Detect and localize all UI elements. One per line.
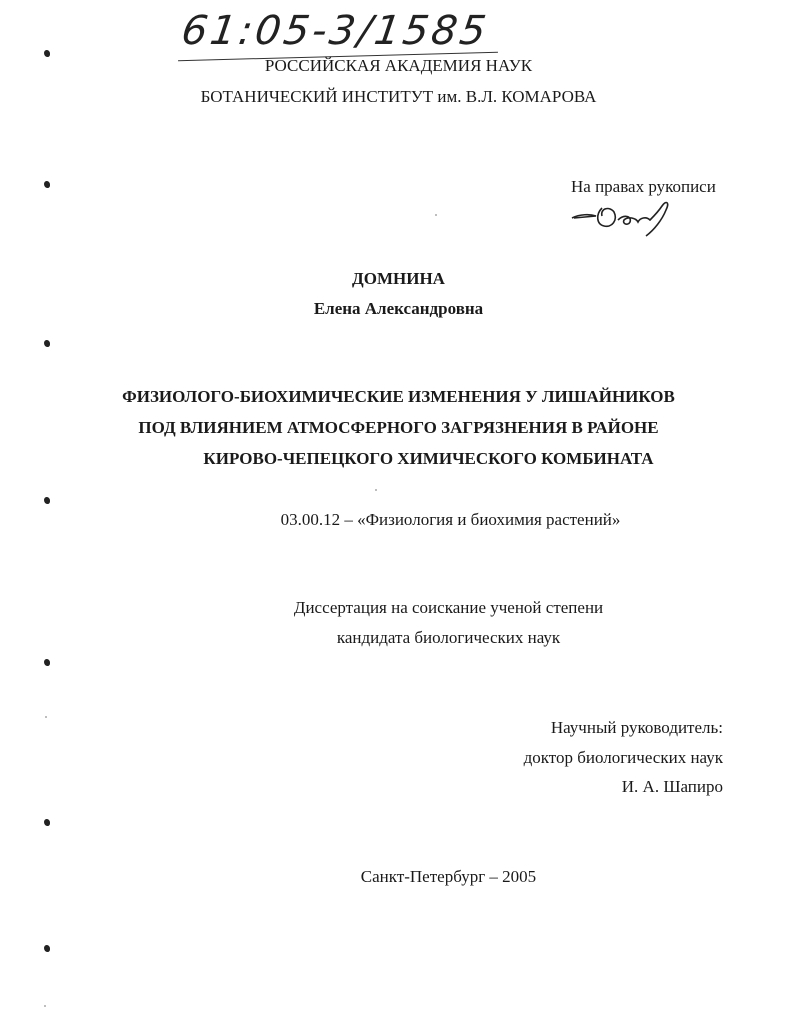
binding-mark [44, 819, 50, 826]
institute-name: БОТАНИЧЕСКИЙ ИНСТИТУТ им. В.Л. КОМАРОВА [200, 87, 597, 106]
thesis-title-line-3: КИРОВО-ЧЕПЕЦКОГО ХИМИЧЕСКОГО КОМБИНАТА [203, 449, 654, 468]
supervisor-degree: доктор биологических наук [523, 748, 723, 767]
handwritten-signature [566, 196, 686, 240]
scan-speck [375, 489, 377, 491]
rights-note: На правах рукописи [571, 177, 716, 196]
binding-mark [44, 181, 50, 188]
binding-mark [44, 340, 50, 347]
binding-mark [44, 50, 50, 57]
scan-speck [435, 214, 437, 216]
binding-mark [44, 659, 50, 666]
dissertation-line-1: Диссертация на соискание ученой степени [293, 598, 604, 617]
academy-name: РОССИЙСКАЯ АКАДЕМИЯ НАУК [264, 56, 533, 75]
place-and-year: Санкт-Петербург – 2005 [360, 867, 537, 886]
binding-mark [44, 945, 50, 952]
scan-speck [45, 716, 47, 718]
thesis-title-line-1: ФИЗИОЛОГО-БИОХИМИЧЕСКИЕ ИЗМЕНЕНИЯ У ЛИШАЙНИКОВ [122, 387, 675, 406]
author-given-names: Елена Александровна [313, 299, 484, 318]
dissertation-line-2: кандидата биологических наук [336, 628, 561, 647]
catalog-number-handwritten: 61:05-3/1585 [178, 8, 492, 54]
supervisor-name: И. А. Шапиро [621, 777, 723, 796]
supervisor-label: Научный руководитель: [550, 718, 723, 737]
author-surname: ДОМНИНА [352, 269, 445, 288]
scan-speck [44, 1005, 46, 1007]
specialty-code: 03.00.12 – «Физиология и биохимия растений» [280, 510, 621, 529]
thesis-title-line-2: ПОД ВЛИЯНИЕМ АТМОСФЕРНОГО ЗАГРЯЗНЕНИЯ В РАЙОНЕ [138, 418, 659, 437]
binding-mark [44, 497, 50, 504]
